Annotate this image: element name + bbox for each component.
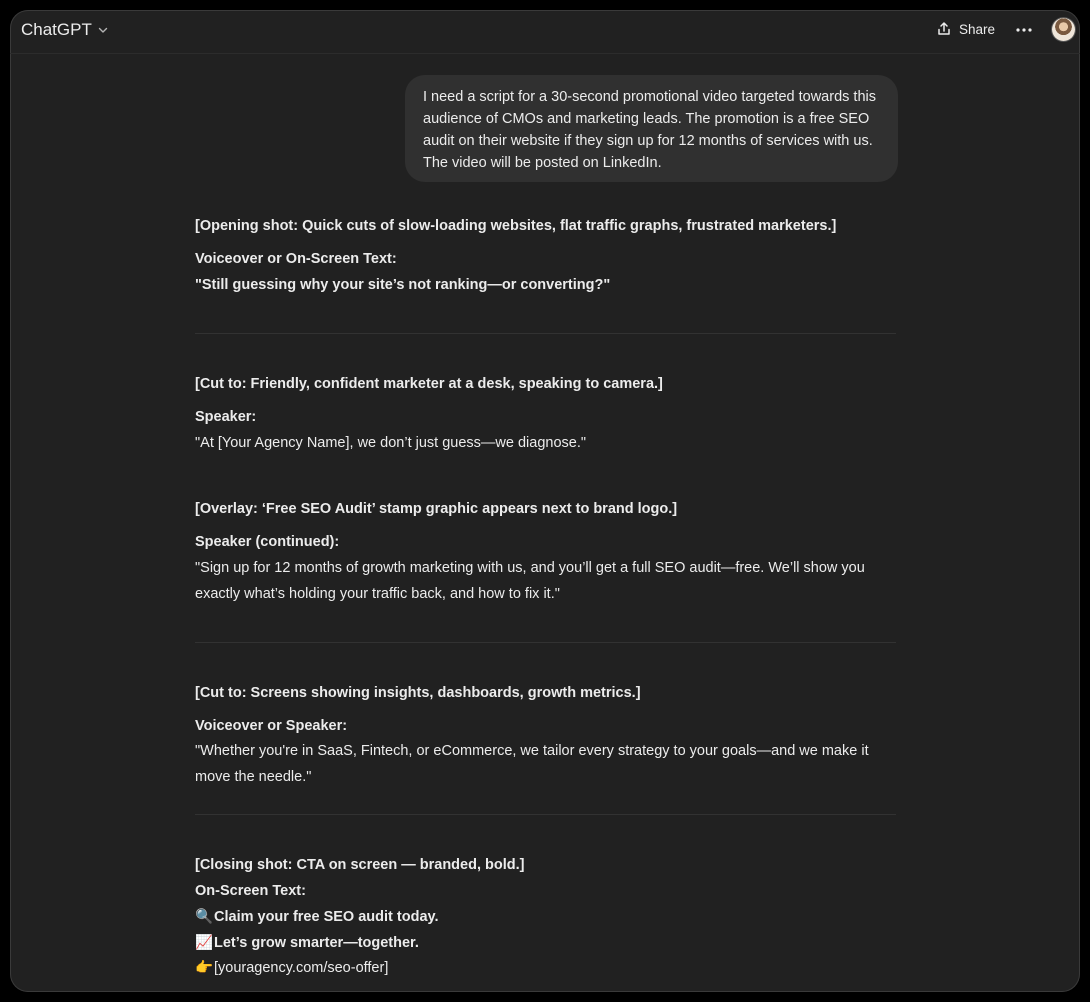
- share-icon: [936, 21, 952, 37]
- user-message-bubble: [405, 75, 898, 182]
- more-dots-icon: [1016, 28, 1032, 32]
- script-line: "At [Your Agency Name], we don’t just guess—we diagnose.": [195, 435, 587, 451]
- cta-line-3: [195, 958, 388, 978]
- scene-direction-overlay: [Overlay: ‘Free SEO Audit’ stamp graphic appears next to brand logo.]: [195, 501, 678, 517]
- model-name: ChatGPT: [21, 20, 92, 39]
- chat-window: [10, 10, 1080, 992]
- share-label: Share: [959, 21, 996, 37]
- speaker-label: Voiceover or Speaker:: [195, 718, 348, 734]
- cta-text: Let’s grow smarter—together.: [214, 935, 419, 951]
- model-selector[interactable]: [21, 20, 109, 40]
- script-line: "Sign up for 12 months of growth marketing with us, and you’ll get a full SEO audit—free. We’ll show you exactly what’s holding your traffic back, and how to fix it.": [195, 560, 865, 602]
- speaker-label: Speaker:: [195, 409, 257, 425]
- scene-direction-cut-1: [Cut to: Friendly, confident marketer at a desk, speaking to camera.]: [195, 376, 663, 392]
- cta-line-2: [195, 933, 419, 953]
- user-message-text: I need a script for a 30-second promotional video targeted towards this audience of CMOs and marketing leads. The promotion is a free SEO audit on their website if they sign up for 12 months of services with us. The video will be posted on LinkedIn.: [423, 89, 876, 171]
- section-divider: [195, 642, 896, 643]
- pointing-hand-icon: 👉: [195, 960, 214, 976]
- script-line: "Whether you're in SaaS, Fintech, or eCommerce, we tailor every strategy to your goals—and we make it move the needle.": [195, 743, 869, 785]
- speaker-label: Speaker (continued):: [195, 534, 340, 550]
- cta-text: Claim your free SEO audit today.: [214, 909, 439, 925]
- magnifier-icon: 🔍: [195, 909, 214, 925]
- cta-link-text: [youragency.com/seo-offer]: [214, 960, 389, 976]
- more-options-button[interactable]: [1014, 20, 1034, 40]
- chart-increasing-icon: 📈: [195, 935, 214, 951]
- chevron-down-icon: [97, 24, 109, 36]
- top-bar: [10, 10, 1080, 54]
- script-line: "Still guessing why your site’s not ranking—or converting?": [195, 277, 611, 293]
- scene-direction-opening: [Opening shot: Quick cuts of slow-loading websites, flat traffic graphs, frustrated marketers.]: [195, 218, 837, 234]
- share-button[interactable]: [936, 21, 995, 37]
- section-divider: [195, 333, 896, 334]
- user-avatar[interactable]: [1052, 18, 1075, 41]
- scene-direction-cut-2: [Cut to: Screens showing insights, dashboards, growth metrics.]: [195, 685, 641, 701]
- speaker-label: On-Screen Text:: [195, 883, 306, 899]
- cta-line-1: [195, 907, 439, 927]
- scene-direction-closing: [Closing shot: CTA on screen — branded, bold.]: [195, 857, 525, 873]
- speaker-label: Voiceover or On-Screen Text:: [195, 251, 397, 267]
- section-divider: [195, 814, 896, 815]
